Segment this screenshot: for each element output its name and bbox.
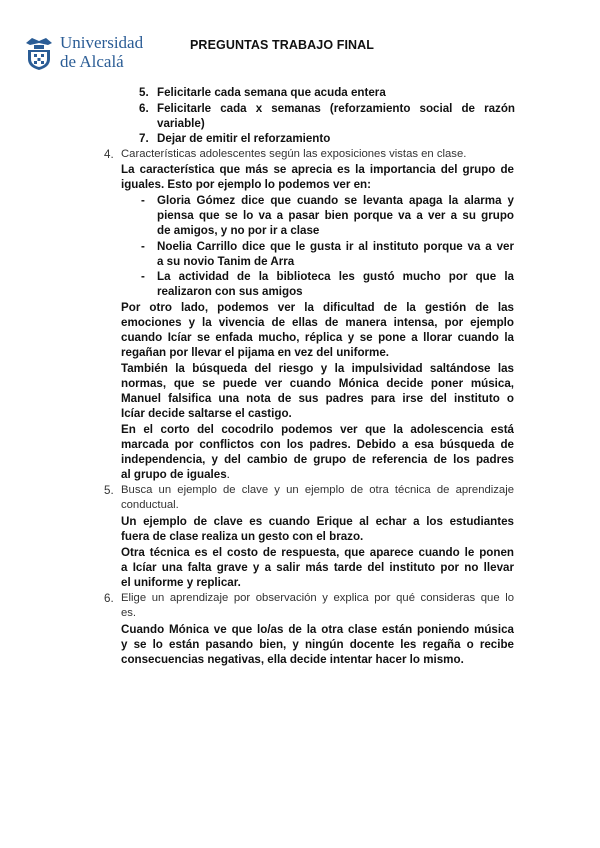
answer-line: consecuencias negativas, ella decide intentar hacer lo mismo. bbox=[121, 653, 464, 666]
answer-line: el uniforme y replicar. bbox=[121, 576, 241, 589]
question-text: conductual. bbox=[121, 499, 179, 511]
answer-line: independencia, y del cambio de grupo de referencia de los padres bbox=[121, 453, 514, 466]
step-number: 6. bbox=[139, 102, 149, 115]
answer-line: También la búsqueda del riesgo y la impulsividad saltándose las bbox=[121, 362, 514, 375]
question-number: 5. bbox=[104, 484, 114, 497]
answer-line: Por otro lado, podemos ver la dificultad de la gestión de las bbox=[121, 301, 514, 314]
step-text: Dejar de emitir el reforzamiento bbox=[157, 132, 331, 145]
answer-line: iguales. Esto por ejemplo lo podemos ver en: bbox=[121, 178, 371, 191]
answer-line: y se lo están pasando bien, y ningún docente les regaña o recibe bbox=[121, 638, 514, 651]
answer-line: emociones y la vivencia de ellas de manera intensa, por ejemplo bbox=[121, 316, 514, 329]
step-number: 7. bbox=[139, 132, 149, 145]
bullet-line: realizaron con sus amigos bbox=[157, 285, 303, 298]
answer-line: Icíar decide saltarse el castigo. bbox=[121, 407, 292, 420]
bullet-line: La actividad de la biblioteca les gustó mucho por que la bbox=[157, 270, 514, 283]
bullet-dash: - bbox=[141, 194, 145, 207]
question-text: Busca un ejemplo de clave y un ejemplo de otra técnica de aprendizaje bbox=[121, 484, 514, 496]
answer-line: fuera de clase realiza un gesto con el brazo. bbox=[121, 530, 364, 543]
answer-line: cuando Icíar se enfada mucho, réplica y se pone a llorar cuando la bbox=[121, 331, 514, 344]
logo-text-line2: de Alcalá bbox=[60, 52, 124, 71]
answer-line: En el corto del cocodrilo podemos ver que la adolescencia está bbox=[121, 423, 514, 436]
answer-text: al grupo de iguales bbox=[121, 468, 227, 481]
answer-line: Un ejemplo de clave es cuando Erique al echar a los estudiantes bbox=[121, 515, 514, 528]
answer-line: Manuel falsifica una nota de sus padres para irse del instituto o bbox=[121, 392, 514, 405]
bullet-dash: - bbox=[141, 270, 145, 283]
answer-line: La característica que más se aprecia es la importancia del grupo de bbox=[121, 163, 514, 176]
question-text: es. bbox=[121, 607, 137, 619]
question-text: Elige un aprendizaje por observación y explica por qué consideras que lo bbox=[121, 592, 514, 604]
bullet-line: Noelia Carrillo dice que le gusta ir al instituto porque va a ver bbox=[157, 240, 514, 253]
step-number: 5. bbox=[139, 86, 149, 99]
answer-line bbox=[121, 467, 230, 482]
answer-line: normas, que se puede ver cuando Mónica decide poner música, bbox=[121, 377, 514, 390]
university-logo bbox=[22, 33, 152, 73]
logo-text-line1: Universidad bbox=[60, 33, 144, 52]
answer-period: . bbox=[226, 468, 230, 481]
university-crest-icon bbox=[22, 35, 56, 71]
answer-line: a Icíar una falta grave y a salir más tarde del instituto por no llevar bbox=[121, 561, 514, 574]
answer-line: regañan por llevar el pijama en vez del uniforme. bbox=[121, 346, 390, 359]
question-text: Características adolescentes según las exposiciones vistas en clase. bbox=[121, 148, 467, 160]
answer-line: marcada por conflictos con los padres. Debido a esa búsqueda de bbox=[121, 438, 514, 451]
bullet-line: piensa que se lo va a pasar bien porque va a ver a su grupo bbox=[157, 209, 514, 222]
bullet-dash: - bbox=[141, 240, 145, 253]
step-text: variable) bbox=[157, 117, 205, 130]
bullet-line: Gloria Gómez dice que cuando se levanta apaga la alarma y bbox=[157, 194, 514, 207]
bullet-line: a su novio Tanim de Arra bbox=[157, 255, 295, 268]
bullet-line: de amigos, y no por ir a clase bbox=[157, 224, 320, 237]
question-number: 6. bbox=[104, 592, 114, 605]
step-text: Felicitarle cada x semanas (reforzamiento social de razón bbox=[157, 102, 515, 115]
step-text: Felicitarle cada semana que acuda entera bbox=[157, 86, 386, 99]
question-number: 4. bbox=[104, 148, 114, 161]
page-title: PREGUNTAS TRABAJO FINAL bbox=[190, 38, 375, 52]
answer-line: Otra técnica es el costo de respuesta, que aparece cuando le ponen bbox=[121, 546, 514, 559]
answer-line: Cuando Mónica ve que lo/as de la otra clase están poniendo música bbox=[121, 623, 514, 636]
